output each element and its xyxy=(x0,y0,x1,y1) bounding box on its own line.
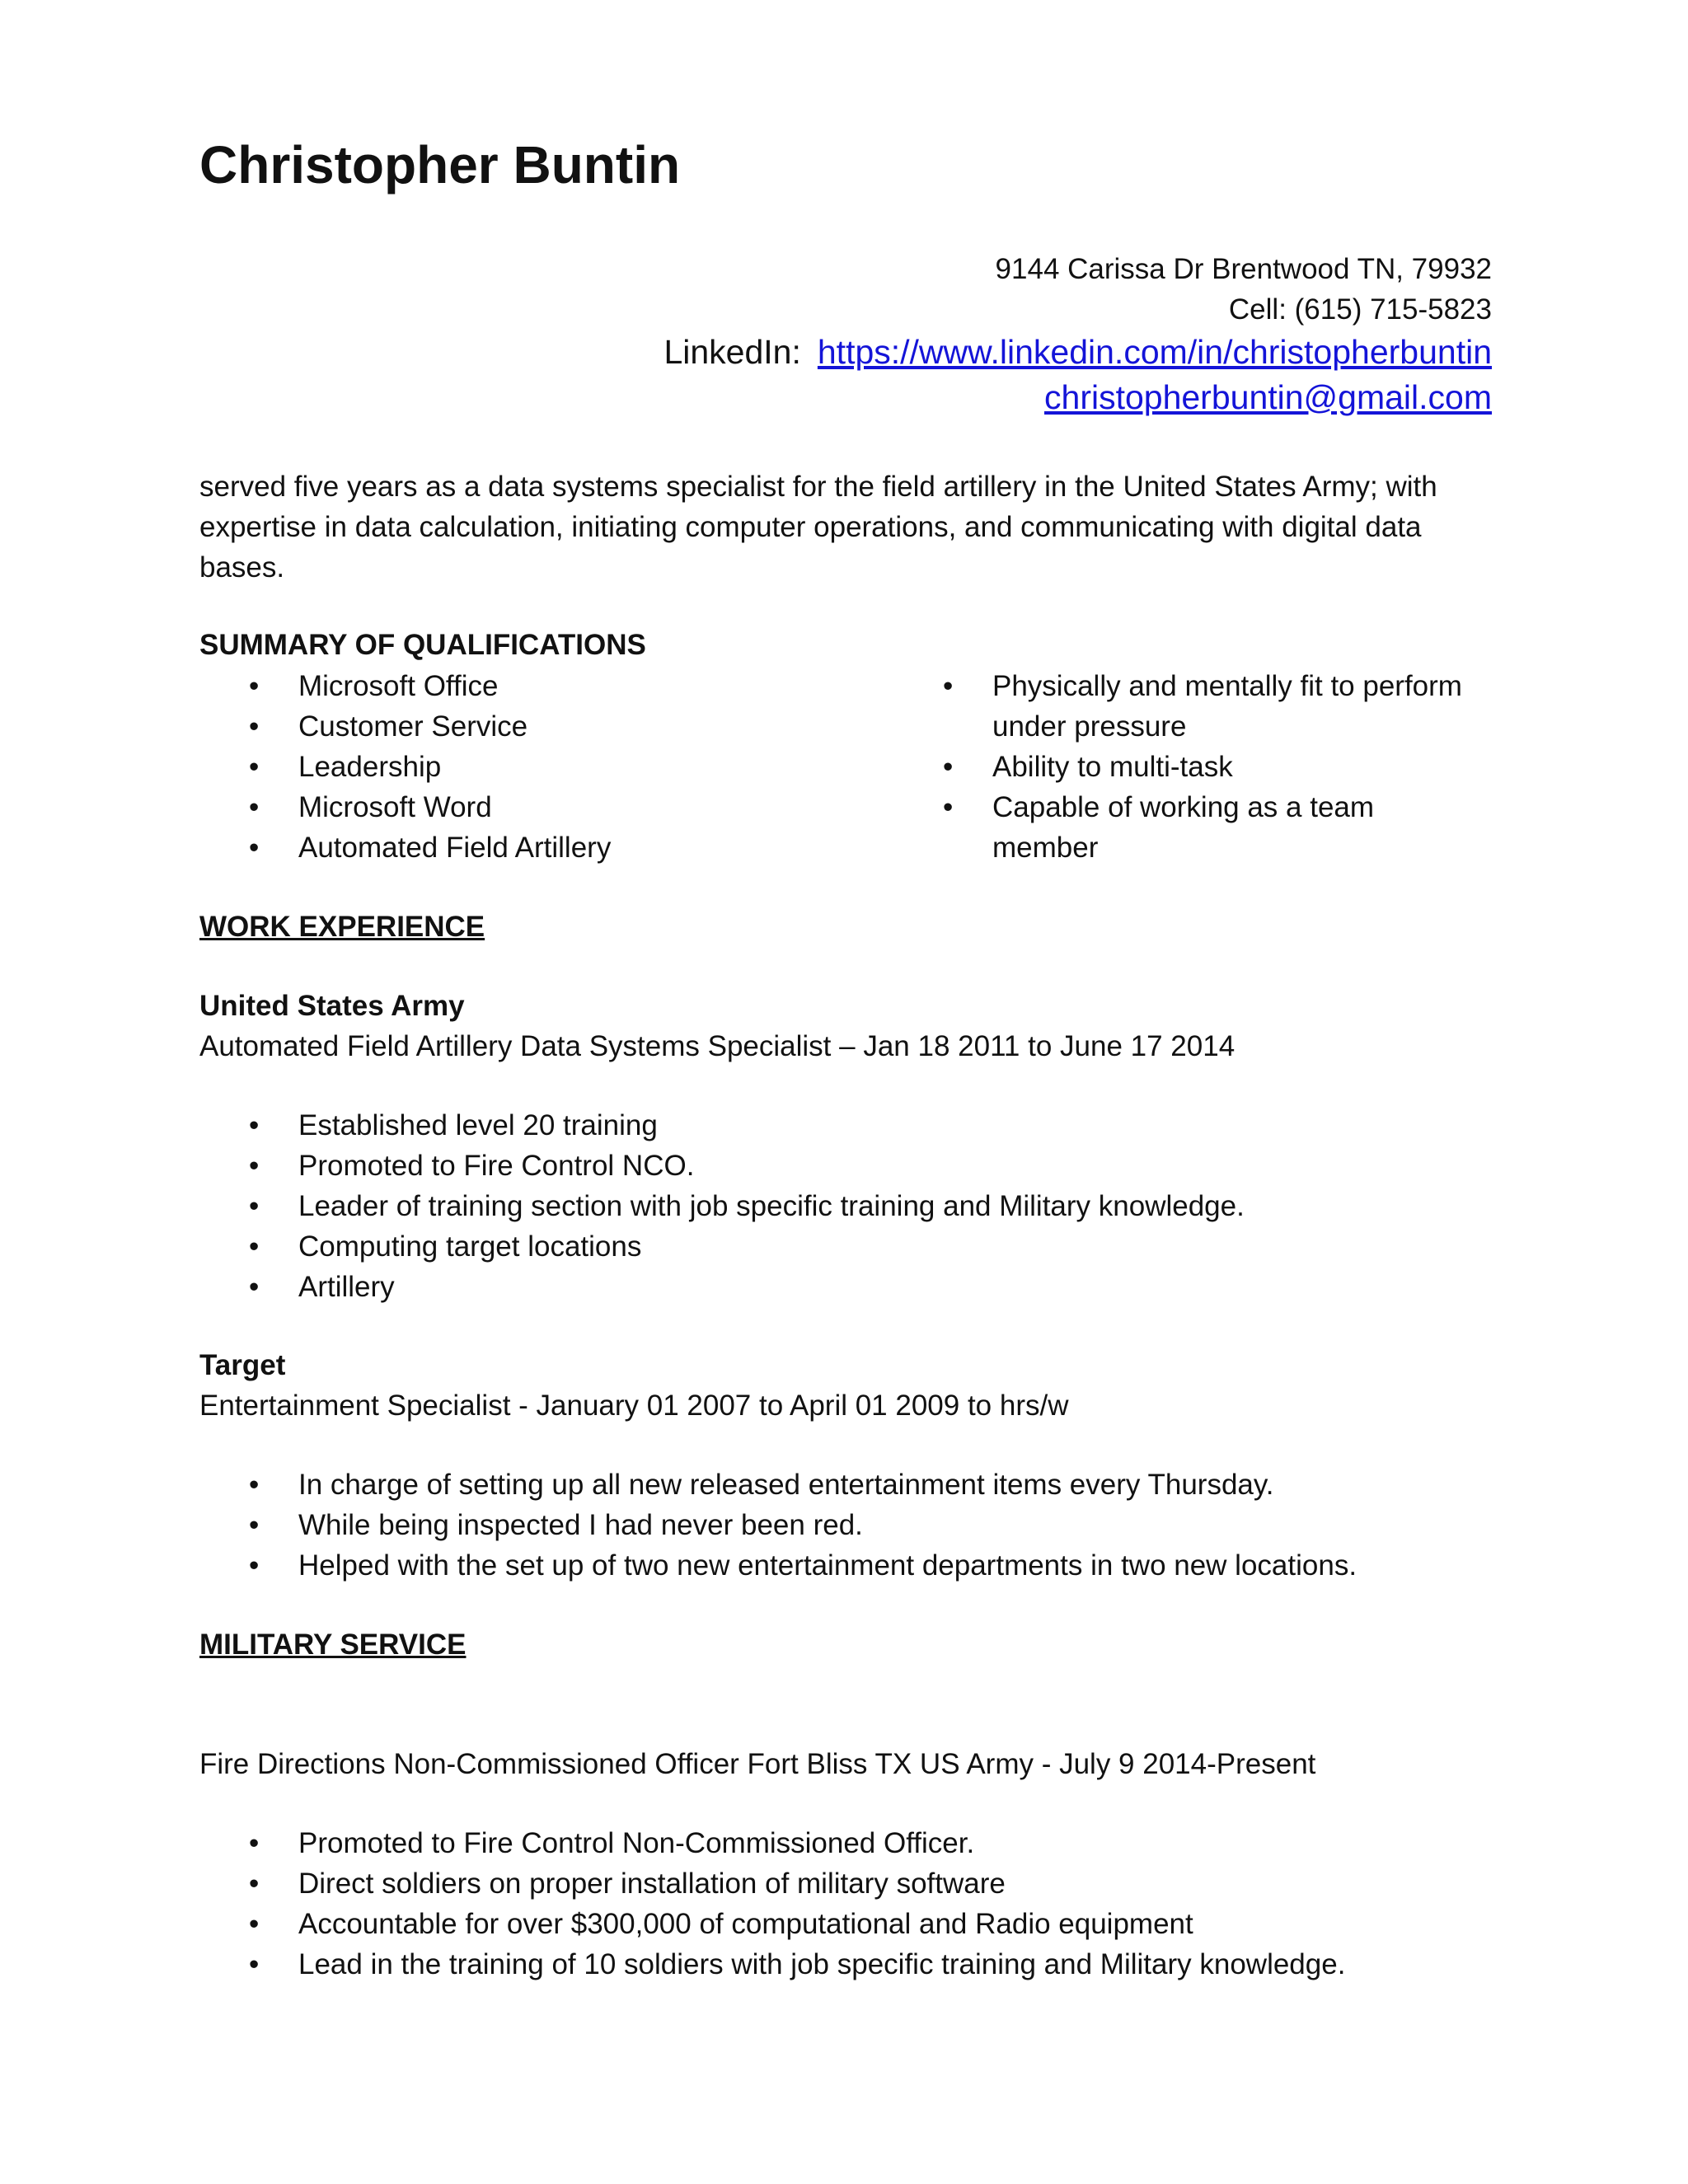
list-item: • Microsoft Office xyxy=(199,666,859,706)
list-item: • Leader of training section with job specific training and Military knowledge. xyxy=(199,1186,1492,1226)
email-line xyxy=(663,375,1492,420)
list-item: • Accountable for over $300,000 of computational and Radio equipment xyxy=(199,1904,1492,1944)
cell-phone: Cell: (615) 715-5823 xyxy=(1228,293,1492,326)
job-title: Automated Field Artillery Data Systems Specialist – Jan 18 2011 to June 17 2014 xyxy=(199,1030,1236,1062)
list-item: • Artillery xyxy=(199,1267,1492,1307)
list-item: • Established level 20 training xyxy=(199,1105,1492,1146)
email-link[interactable]: christopherbuntin@gmail.com xyxy=(1044,378,1492,416)
military-service-heading: MILITARY SERVICE xyxy=(199,1629,467,1661)
list-item: • Physically and mentally fit to perform under pressure xyxy=(893,666,1487,747)
linkedin-line xyxy=(663,330,1492,375)
qualifications-list-right xyxy=(893,666,1487,868)
list-item: • Ability to multi-task xyxy=(893,747,1487,787)
summary-paragraph: served five years as a data systems specialist for the field artillery in the United States Army; with expertise in data calculation, initiating computer operations, and communicating with digital data bases. xyxy=(199,471,1437,583)
job-company: United States Army xyxy=(199,990,465,1022)
linkedin-link[interactable]: https://www.linkedin.com/in/christopherbuntin xyxy=(817,333,1492,371)
list-item: • Helped with the set up of two new entertainment departments in two new locations. xyxy=(199,1545,1492,1586)
candidate-name: Christopher Buntin xyxy=(199,135,681,194)
list-item: • Capable of working as a team member xyxy=(893,787,1487,868)
resume-page xyxy=(199,0,1492,2184)
job-bullets xyxy=(199,1105,1492,1307)
address: 9144 Carissa Dr Brentwood TN, 79932 xyxy=(995,253,1492,285)
qualifications-list-left xyxy=(199,666,859,868)
job-company: Target xyxy=(199,1349,286,1381)
list-item: • Computing target locations xyxy=(199,1226,1492,1267)
military-title: Fire Directions Non-Commissioned Officer Fort Bliss TX US Army - July 9 2014-Present xyxy=(199,1748,1316,1780)
list-item: • Automated Field Artillery xyxy=(199,827,859,868)
list-item: • Microsoft Word xyxy=(199,787,859,827)
linkedin-label: LinkedIn: xyxy=(663,333,801,371)
contact-block xyxy=(663,249,1492,420)
list-item: • Leadership xyxy=(199,747,859,787)
list-item: • Customer Service xyxy=(199,706,859,747)
job-bullets xyxy=(199,1465,1492,1586)
military-bullets xyxy=(199,1823,1492,1985)
list-item: • Promoted to Fire Control Non-Commissioned Officer. xyxy=(199,1823,1492,1863)
list-item: • Direct soldiers on proper installation of military software xyxy=(199,1863,1492,1904)
list-item: • In charge of setting up all new released entertainment items every Thursday. xyxy=(199,1465,1492,1505)
list-item: • Lead in the training of 10 soldiers with job specific training and Military knowledge. xyxy=(199,1944,1492,1985)
list-item: • Promoted to Fire Control NCO. xyxy=(199,1146,1492,1186)
job-title: Entertainment Specialist - January 01 2007 to April 01 2009 to hrs/w xyxy=(199,1390,1069,1422)
list-item: • While being inspected I had never been red. xyxy=(199,1505,1492,1545)
qualifications-heading: SUMMARY OF QUALIFICATIONS xyxy=(199,629,646,661)
work-experience-heading: WORK EXPERIENCE xyxy=(199,911,485,943)
